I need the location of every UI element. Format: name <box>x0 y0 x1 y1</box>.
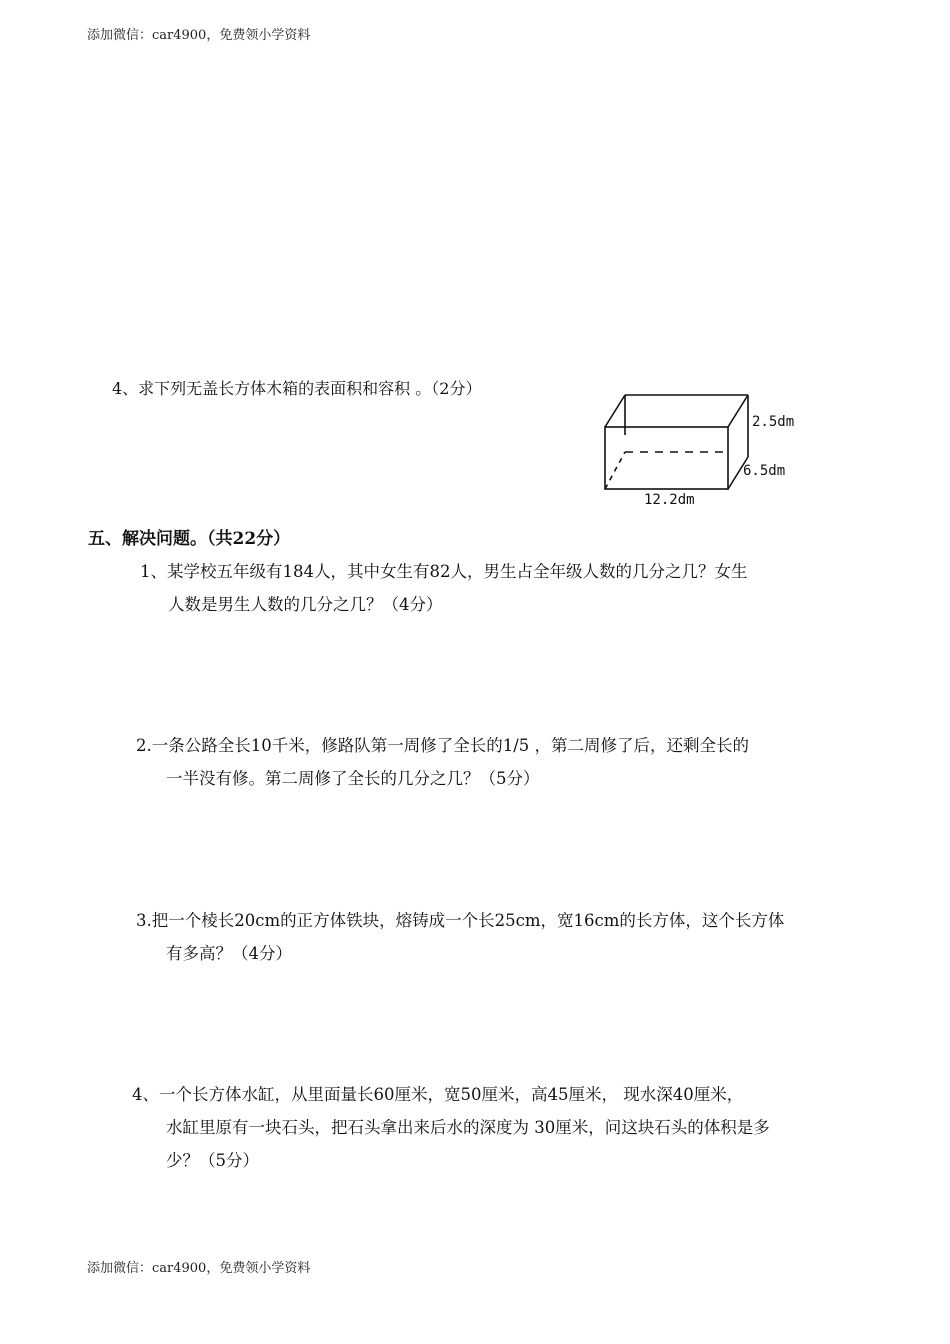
problem-4-line-2: 水缸里原有一块石头，把石头拿出来后水的深度为 30厘米，问这块石头的体积是多 <box>166 1118 770 1137</box>
problem-2-line-2: 一半没有修。第二周修了全长的几分之几？（5分） <box>166 769 540 788</box>
problem-2-line-1: 2.一条公路全长10千米，修路队第一周修了全长的1/5 ，第二周修了后，还剩全长的 <box>136 736 750 755</box>
problem-3-line-2: 有多高？（4分） <box>166 944 292 963</box>
dim-height-label: 2.5dm <box>752 414 795 430</box>
cuboid-front-face <box>605 427 728 489</box>
dim-length-label: 12.2dm <box>644 492 695 508</box>
geometry-question-4: 4、求下列无盖长方体木箱的表面积和容积 。（2分） <box>112 379 482 398</box>
page-footer: 添加微信：car4900，免费领小学资料 <box>87 1261 311 1276</box>
page-header: 添加微信：car4900，免费领小学资料 <box>87 28 311 43</box>
problem-3 <box>136 904 784 970</box>
cuboid-drawing <box>596 390 816 515</box>
cuboid-edge-top-left <box>605 395 625 427</box>
problem-4 <box>132 1078 770 1177</box>
problem-2 <box>136 729 749 795</box>
problem-1-line-2: 人数是男生人数的几分之几？（4分） <box>168 595 443 614</box>
cuboid-figure <box>596 390 816 515</box>
problem-4-line-1: 4、一个长方体水缸，从里面量长60厘米，宽50厘米，高45厘米， 现水深40厘米， <box>132 1085 744 1104</box>
cuboid-edge-top-right <box>728 395 748 427</box>
section-5-title: 五、解决问题。（共22分） <box>88 529 291 549</box>
dim-width-label: 6.5dm <box>743 463 786 479</box>
cuboid-hidden-edge-left <box>605 452 625 489</box>
problem-4-line-3: 少？（5分） <box>166 1151 259 1170</box>
problem-1-line-1: 1、某学校五年级有184人，其中女生有82人，男生占全年级人数的几分之几？女生 <box>140 562 748 581</box>
problem-3-line-1: 3.把一个棱长20cm的正方体铁块，熔铸成一个长25cm，宽16cm的长方体，这个长方体 <box>136 911 785 930</box>
problem-1 <box>140 555 748 621</box>
